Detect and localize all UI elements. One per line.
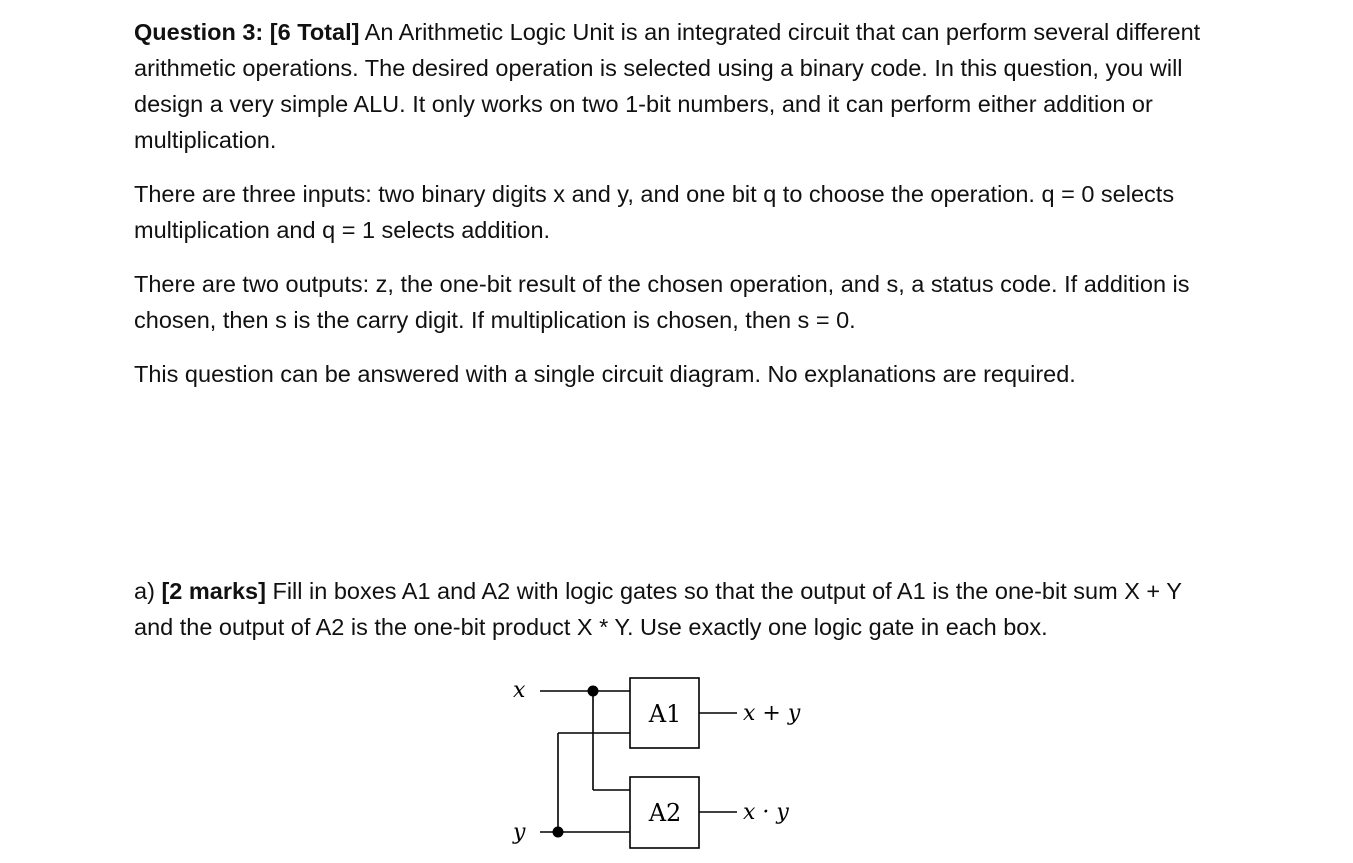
part-a-text: Fill in boxes A1 and A2 with logic gates so that the output of A1 is the one-bit sum X + Y and the output of A2 is the one-bit product X * Y. Use exactly one logic gate in each box. bbox=[134, 578, 1182, 640]
part-a-prefix: a) bbox=[134, 578, 162, 604]
question-heading: Question 3: [6 Total] bbox=[134, 19, 360, 45]
output-sum-label: x + y bbox=[743, 701, 801, 726]
part-a-paragraph bbox=[134, 573, 1214, 645]
input-x-label: x bbox=[513, 678, 526, 703]
input-y-label: y bbox=[513, 820, 526, 845]
question-intro-paragraph bbox=[134, 14, 1214, 158]
outputs-paragraph: There are two outputs: z, the one-bit result of the chosen operation, and s, a status code. If addition is chosen, then s is the carry digit. If multiplication is chosen, then s = 0. bbox=[134, 271, 1190, 333]
note-paragraph: This question can be answered with a single circuit diagram. No explanations are required. bbox=[134, 361, 1076, 387]
inputs-paragraph: There are three inputs: two binary digits x and y, and one bit q to choose the operation. q = 0 selects multiplication and q = 1 selects addition. bbox=[134, 181, 1175, 243]
circuit-diagram bbox=[500, 670, 830, 855]
part-a-marks: [2 marks] bbox=[161, 578, 266, 604]
box-a2-label: A2 bbox=[648, 799, 682, 827]
box-a1-label: A1 bbox=[648, 700, 682, 728]
question-intro-text: An Arithmetic Logic Unit is an integrated circuit that can perform several different arithmetic operations. The desired operation is selected using a binary code. In this question, you will design a very simple ALU. It only works on two 1-bit numbers, and it can perform either addition or multiplication. bbox=[134, 19, 1201, 153]
output-product-label: x · y bbox=[743, 800, 789, 825]
